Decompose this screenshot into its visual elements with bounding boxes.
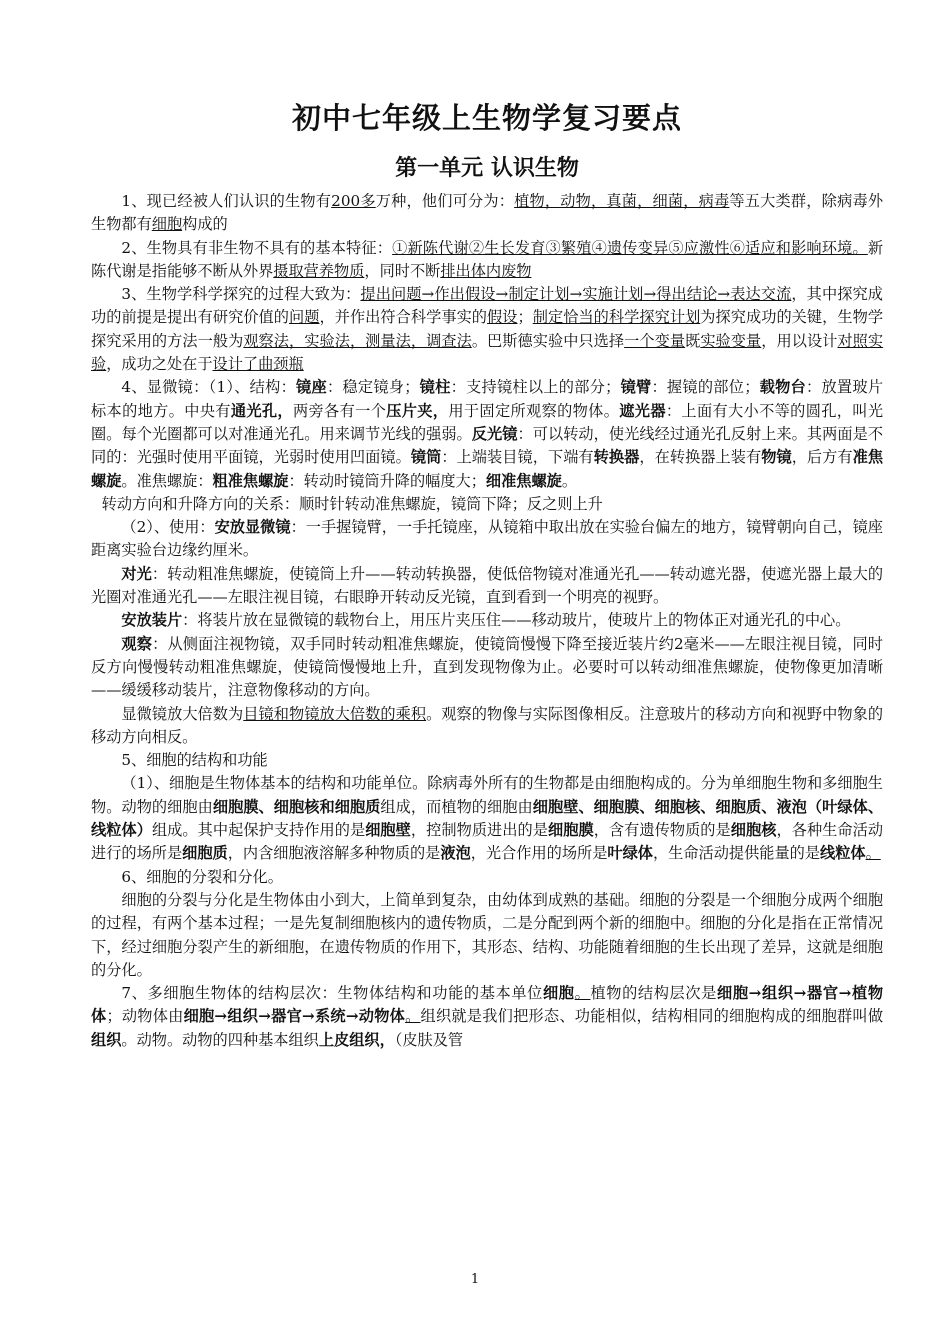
paragraph-9: 观察：从侧面注视物镜，双手同时转动粗准焦螺旋，使镜筒慢慢下降至接近装片约2毫米——左眼注视目镜，同时反方向慢慢转动粗准焦螺旋，使镜筒慢慢地上升，直到发现物像为止。必要时可以转动细准焦螺旋，使物像更加清晰——缓缓移动装片，注意物像移动的方向。 <box>91 634 883 700</box>
document-page <box>91 96 883 1052</box>
document-body <box>91 190 883 1052</box>
paragraph-2: 2、生物具有非生物不具有的基本特征：①新陈代谢②生长发育③繁殖④遗传变异⑤应激性⑥适应和影响环境。新陈代谢是指能够不断从外界摄取营养物质，同时不断排出体内废物 <box>91 238 883 280</box>
paragraph-3: 3、生物学科学探究的过程大致为：提出问题→作出假设→制定计划→实施计划→得出结论→表达交流，其中探究成功的前提是提出有研究价值的问题，并作出符合科学事实的假设；制定恰当的科学探究计划为探究成功的关键，生物学探究采用的方法一般为观察法，实验法，测量法，调查法。巴斯德实验中只选择一个变量既实验变量，用以设计对照实验，成功之处在于设计了曲颈瓶 <box>91 285 884 374</box>
paragraph-12: （1）、细胞是生物体基本的结构和功能单位。除病毒外所有的生物都是由细胞构成的。分为单细胞生物和多细胞生物。动物的细胞由细胞膜、细胞核和细胞质组成，而植物的细胞由细胞壁、细胞膜、细胞核、细胞质、液泡（叶绿体、线粒体）组成。其中起保护支持作用的是细胞壁，控制物质进出的是细胞膜，含有遗传物质的是细胞核，各种生命活动进行的场所是细胞质，内含细胞液溶解多种物质的是液泡，光合作用的场所是叶绿体，生命活动提供能量的是线粒体。 <box>91 774 884 863</box>
paragraph-1: 1、现已经被人们认识的生物有200多万种，他们可分为：植物，动物，真菌，细菌，病毒等五大类群，除病毒外生物都有细胞构成的 <box>91 192 884 234</box>
unit-heading: 第一单元 认识生物 <box>395 155 579 181</box>
paragraph-4: 4、显微镜：（1）、结构：镜座：稳定镜身；镜柱：支持镜柱以上的部分；镜臂：握镜的部位；载物台：放置玻片标本的地方。中央有通光孔，两旁各有一个压片夹，用于固定所观察的物体。遮光器：上面有大小不等的圆孔，叫光圈。每个光圈都可以对准通光孔。用来调节光线的强弱。反光镜：可以转动，使光线经过通光孔反射上来。其两面是不同的：光强时使用平面镜，光弱时使用凹面镜。镜筒：上端装目镜，下端有转换器，在转换器上装有物镜，后方有准焦螺旋。准焦螺旋：粗准焦螺旋：转动时镜筒升降的幅度大；细准焦螺旋。 <box>91 378 884 490</box>
paragraph-13: 6、细胞的分裂和分化。 <box>121 867 283 886</box>
paragraph-7: 对光：转动粗准焦螺旋，使镜筒上升——转动转换器，使低倍物镜对准通光孔——转动遮光器，使遮光器上最大的光圈对准通光孔——左眼注视目镜，右眼睁开转动反光镜，直到看到一个明亮的视野。 <box>91 564 884 607</box>
paragraph-5: 转动方向和升降方向的关系：顺时针转动准焦螺旋，镜筒下降；反之则上升 <box>101 494 603 513</box>
paragraph-10: 显微镜放大倍数为目镜和物镜放大倍数的乘积。观察的物像与实际图像相反。注意玻片的移动方向和视野中物象的移动方向相反。 <box>91 704 884 746</box>
paragraph-11: 5、细胞的结构和功能 <box>121 751 268 770</box>
paragraph-6: （2）、使用：安放显微镜：一手握镜臂，一手托镜座，从镜箱中取出放在实验台偏左的地方，镜臂朝向自己，镜座距离实验台边缘约厘米。 <box>91 518 883 560</box>
paragraph-14: 细胞的分裂与分化是生物体由小到大，上简单到复杂，由幼体到成熟的基础。细胞的分裂是一个细胞分成两个细胞的过程，有两个基本过程；一是先复制细胞核内的遗传物质，二是分配到两个新的细胞中。细胞的分化是指在正常情况下，经过细胞分裂产生的新细胞，在遗传物质的作用下，其形态、结构、功能随着细胞的生长出现了差异，这就是细胞的分化。 <box>91 890 883 979</box>
paragraph-15: 7、多细胞生物体的结构层次：生物体结构和功能的基本单位细胞。植物的结构层次是细胞→组织→器官→植物体；动物体由细胞→组织→器官→系统→动物体。组织就是我们把形态、功能相似，结构相同的细胞构成的细胞群叫做组织。动物。动物的四种基本组织上皮组织，（皮肤及管 <box>91 984 884 1049</box>
page-number: 1 <box>470 1272 480 1287</box>
document-title: 初中七年级上生物学复习要点 <box>291 101 682 135</box>
paragraph-8: 安放装片：将装片放在显微镜的载物台上，用压片夹压住——移动玻片，使玻片上的物体正对通光孔的中心。 <box>121 611 851 630</box>
